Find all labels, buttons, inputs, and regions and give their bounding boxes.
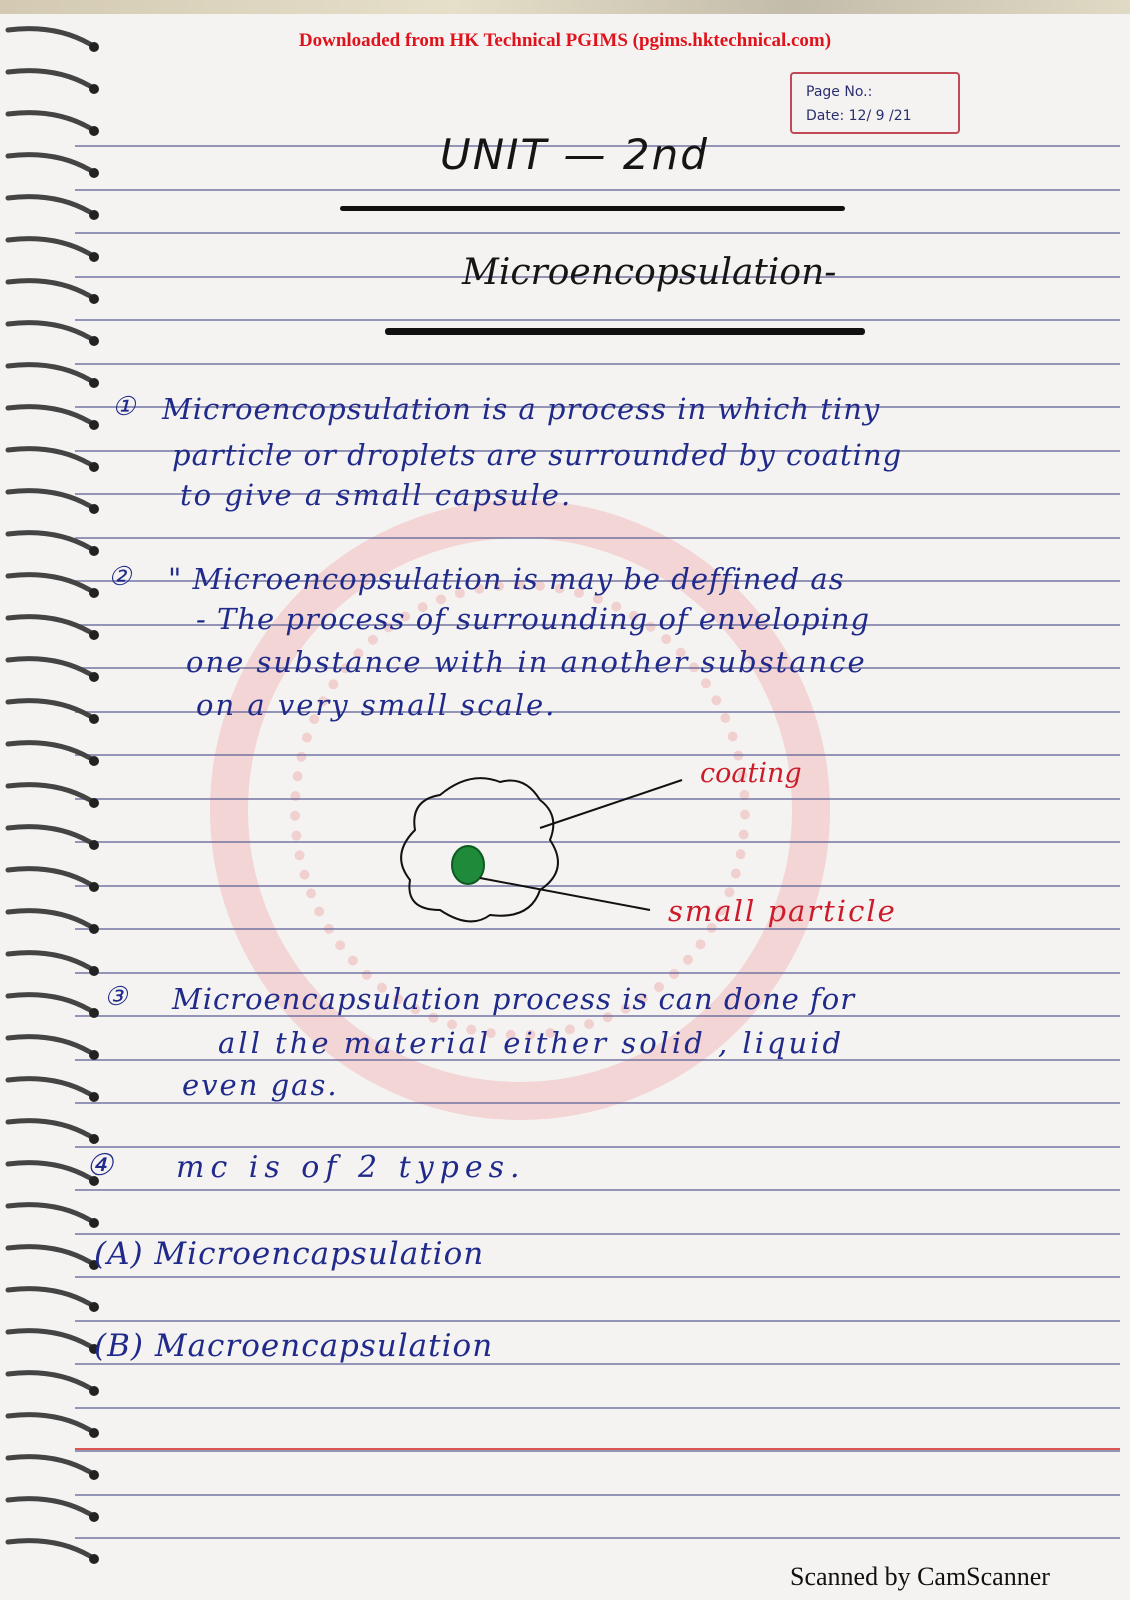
spiral-hole — [89, 882, 99, 892]
spiral-hole — [89, 378, 99, 388]
spiral-hole — [89, 462, 99, 472]
spiral-hole — [89, 672, 99, 682]
spiral-hole — [89, 1512, 99, 1522]
point-3-line-1: Microencapsulation process is can done for — [172, 982, 856, 1016]
spiral-hole — [89, 966, 99, 976]
point-3-line-2: all the material either solid , liquid — [218, 1026, 845, 1060]
spiral-hole — [89, 924, 99, 934]
date-row — [806, 104, 944, 128]
spiral-hole — [89, 1470, 99, 1480]
spiral-hole — [89, 546, 99, 556]
ruled-line — [75, 1494, 1120, 1496]
ruled-line — [75, 1320, 1120, 1322]
spiral-coil — [8, 659, 90, 674]
spiral-hole — [89, 1554, 99, 1564]
spiral-hole — [89, 1008, 99, 1018]
spiral-hole — [89, 84, 99, 94]
point-2-line-1: " Microencopsulation is may be deffined as — [168, 562, 845, 596]
spiral-hole — [89, 1092, 99, 1102]
ruled-line — [75, 232, 1120, 234]
ruled-line — [75, 189, 1120, 191]
ruled-line — [75, 1189, 1120, 1191]
spiral-coil — [8, 1121, 90, 1136]
ruled-line — [75, 1407, 1120, 1409]
spiral-coil — [8, 785, 90, 800]
spiral-coil — [8, 1289, 90, 1304]
particle-label: small particle — [668, 894, 897, 928]
spiral-hole — [89, 1218, 99, 1228]
ruled-line — [75, 537, 1120, 539]
spiral-hole — [89, 588, 99, 598]
spiral-hole — [89, 1134, 99, 1144]
page-date-stamp — [790, 72, 960, 134]
ruled-line — [75, 1450, 1120, 1452]
spiral-coil — [8, 743, 90, 758]
spiral-coil — [8, 1415, 90, 1430]
spiral-coil — [8, 1499, 90, 1514]
spiral-hole — [89, 1050, 99, 1060]
point-3-number: ③ — [104, 982, 128, 1012]
page-top-edge — [0, 0, 1130, 14]
coating-outline — [401, 778, 558, 921]
spiral-hole — [89, 294, 99, 304]
spiral-coil — [8, 365, 90, 380]
spiral-coil — [8, 113, 90, 128]
spiral-hole — [89, 504, 99, 514]
type-a: (A) Microencapsulation — [94, 1236, 485, 1272]
spiral-hole — [89, 1386, 99, 1396]
ruled-line — [75, 1276, 1120, 1278]
spiral-coil — [8, 449, 90, 464]
date-label: Date: — [806, 108, 845, 124]
scanner-footer: Scanned by CamScanner — [790, 1562, 1050, 1591]
spiral-coil — [8, 953, 90, 968]
particle-pointer — [480, 878, 650, 910]
point-3-line-3: even gas. — [182, 1068, 339, 1102]
spiral-coil — [8, 575, 90, 590]
spiral-hole — [89, 714, 99, 724]
spiral-hole — [89, 168, 99, 178]
spiral-coil — [8, 1163, 90, 1178]
ruled-line — [75, 319, 1120, 321]
spiral-coil — [8, 1037, 90, 1052]
spiral-hole — [89, 210, 99, 220]
spiral-coil — [8, 995, 90, 1010]
point-2-line-2: - The process of surrounding of enveloping — [196, 602, 871, 636]
spiral-coil — [8, 827, 90, 842]
point-2-line-4: on a very small scale. — [196, 688, 557, 722]
point-1-line-1: Microencopsulation is a process in which tiny — [162, 392, 881, 426]
point-4-number: ④ — [86, 1148, 113, 1183]
ruled-line-red — [75, 1448, 1120, 1450]
spiral-hole — [89, 756, 99, 766]
spiral-coil — [8, 869, 90, 884]
spiral-hole — [89, 336, 99, 346]
download-notice: Downloaded from HK Technical PGIMS (pgims.hktechnical.com) — [298, 30, 832, 51]
topic-heading: Microencopsulation- — [462, 252, 837, 293]
spiral-coil — [8, 323, 90, 338]
point-1-line-2: particle or droplets are surrounded by coating — [172, 438, 903, 472]
type-b: (B) Macroencapsulation — [94, 1328, 494, 1364]
coating-label: coating — [700, 758, 802, 789]
spiral-coil — [8, 617, 90, 632]
spiral-coil — [8, 1205, 90, 1220]
spiral-coil — [8, 533, 90, 548]
unit-heading: UNIT — 2nd — [440, 130, 709, 179]
spiral-hole — [89, 630, 99, 640]
ruled-line — [75, 1146, 1120, 1148]
spiral-coil — [8, 701, 90, 716]
spiral-coil — [8, 407, 90, 422]
spiral-coil — [8, 155, 90, 170]
unit-underline — [340, 206, 845, 211]
ruled-line — [75, 1537, 1120, 1539]
small-particle — [452, 846, 484, 884]
spiral-coil — [8, 911, 90, 926]
spiral-coil — [8, 1247, 90, 1262]
spiral-hole — [89, 420, 99, 430]
topic-underline — [385, 328, 865, 335]
spiral-hole — [89, 1428, 99, 1438]
spiral-coil — [8, 1541, 90, 1556]
ruled-line — [75, 1102, 1120, 1104]
ruled-line — [75, 754, 1120, 756]
point-1-line-3: to give a small capsule. — [180, 478, 573, 512]
microcapsule-diagram — [380, 760, 980, 960]
ruled-line — [75, 972, 1120, 974]
spiral-coil — [8, 1331, 90, 1346]
ruled-line — [75, 363, 1120, 365]
spiral-hole — [89, 252, 99, 262]
page-number-label: Page No.: — [806, 84, 873, 100]
spiral-coil — [8, 1457, 90, 1472]
spiral-hole — [89, 798, 99, 808]
point-4-line-1: mc is of 2 types. — [176, 1150, 526, 1185]
spiral-coil — [8, 197, 90, 212]
point-1-number: ① — [112, 392, 136, 422]
point-2-number: ② — [108, 562, 132, 592]
spiral-hole — [89, 1302, 99, 1312]
coating-pointer — [540, 780, 682, 828]
spiral-coil — [8, 239, 90, 254]
spiral-coil — [8, 1373, 90, 1388]
ruled-line — [75, 1233, 1120, 1235]
date-value: 12/ 9 /21 — [848, 108, 912, 124]
spiral-hole — [89, 126, 99, 136]
spiral-coil — [8, 491, 90, 506]
spiral-coil — [8, 281, 90, 296]
spiral-hole — [89, 840, 99, 850]
point-2-line-3: one substance with in another substance — [186, 645, 867, 679]
spiral-coil — [8, 71, 90, 86]
spiral-coil — [8, 1079, 90, 1094]
